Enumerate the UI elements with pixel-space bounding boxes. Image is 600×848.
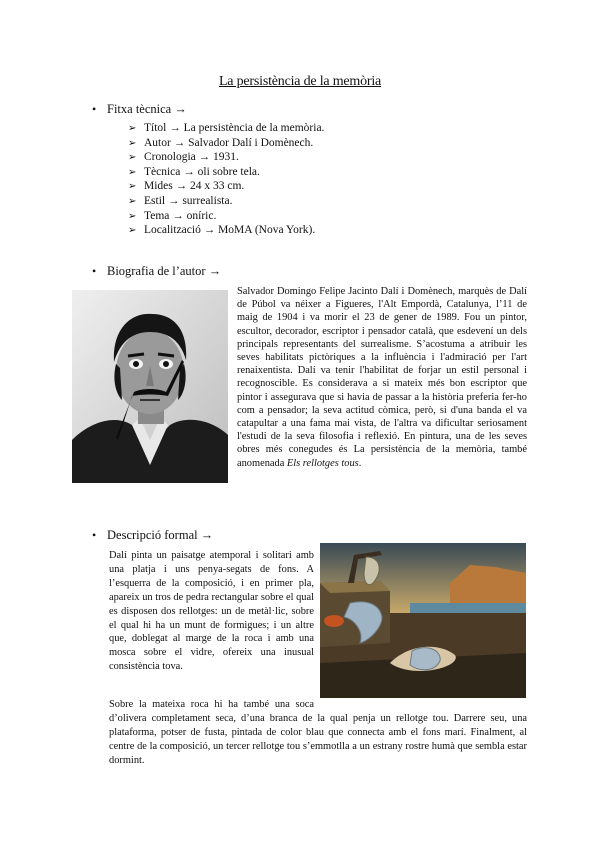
list-item <box>128 165 324 180</box>
arrow-bullet-icon: ➢ <box>128 195 137 207</box>
list-item <box>128 121 324 136</box>
list-item <box>128 194 324 209</box>
section-heading-fitxa <box>92 102 187 117</box>
arrow-bullet-icon: ➢ <box>128 166 137 178</box>
bullet-icon: • <box>92 528 97 542</box>
list-item-text: Tema → oníric. <box>144 209 217 222</box>
arrow-bullet-icon: ➢ <box>128 137 137 149</box>
description-rest: d’olivera completament seca, d’una branca de la qual penja un rellotge tou. Darrere seu, una plataforma, potser de fusta, pintada de color blau que connecta amb el fons marí. Finalment, al centre de la composició, un tercer rellotge tou s’emmotlla a un estrany rostre humà que sembla estar dormint. <box>109 713 527 766</box>
description-paragraph-2 <box>109 698 527 768</box>
document-title: La persistència de la memòria <box>218 74 382 89</box>
list-item <box>128 209 324 224</box>
biography-text: Salvador Domingo Felipe Jacinto Dalí i Domènech, marquès de Dalí de Púbol va néixer a Figueres, l'Alt Empordà, Catalunya, l’11 de maig de 1904 i va morir el 23 de gener de 1989. Fou un pintor, escultor, decorador, escriptor i pensador català, que esdevení un dels principals representants del surrealisme. S’acostuma a atribuir les seves habilitats pictòriques a la influència i l'admiració per l'art renaixentista. Dalí va tenir l'habilitat de forjar un estil personal i recognoscible. Es considerava a si mateix més bon escriptor que pintor i assegurava que si havia de passar a la història preferia fer-ho com a pensador; la seva actitud còmica, però, si d'una banda el va catapultar a una fama mai vista, de l'altra va dificultar seriosament l'estudi de la seva filosofia i reflexió. En pintura, una de les seves obres més conegudes és La persistència de la memòria, també anomenada <box>237 286 527 469</box>
heading-text: Descripció formal → <box>107 528 214 542</box>
arrow-bullet-icon: ➢ <box>128 181 137 193</box>
arrow-bullet-icon: ➢ <box>128 210 137 222</box>
heading-text: Fitxa tècnica → <box>107 102 187 116</box>
list-item <box>128 136 324 151</box>
list-item-text: Localització → MoMA (Nova York). <box>144 224 316 237</box>
tech-sheet-list <box>128 121 324 238</box>
dali-portrait-image <box>72 290 228 483</box>
persistence-of-memory-painting <box>320 543 526 698</box>
list-item-text: Tècnica → oli sobre tela. <box>144 165 260 178</box>
list-item-text: Mides → 24 x 33 cm. <box>144 180 245 193</box>
list-item <box>128 179 324 194</box>
list-item-text: Cronologia → 1931. <box>144 151 239 164</box>
list-item-text: Títol → La persistència de la memòria. <box>144 122 325 134</box>
biography-end: . <box>358 457 362 469</box>
biography-paragraph <box>237 285 527 470</box>
description-line-1: Sobre la mateixa roca hi ha també una soca <box>109 699 314 710</box>
section-heading-biografia <box>92 264 221 279</box>
list-item <box>128 223 324 238</box>
list-item <box>128 150 324 165</box>
arrow-bullet-icon: ➢ <box>128 123 137 134</box>
bullet-icon: • <box>92 102 97 116</box>
heading-text: Biografia de l’autor → <box>107 264 222 278</box>
arrow-bullet-icon: ➢ <box>128 225 137 237</box>
bullet-icon: • <box>92 264 97 278</box>
section-heading-descripcio <box>92 528 213 543</box>
list-item-text: Estil → surrealista. <box>144 194 233 207</box>
description-paragraph-1: Dalí pinta un paisatge atemporal i solitari amb una platja i uns penya-segats de fons. A l’esquerra de la composició, i en primer pla, apareix un tros de pedra rectangular sobre el qual es disposen dos rellotges: un de metàl·lic, sobre el qual hi ha un munt de formigues; i un altre que, doblegat al marge de la roca i amb una mosca sobre el vidre, ofereix una inusual consistència tova. <box>109 550 314 673</box>
arrow-bullet-icon: ➢ <box>128 152 137 164</box>
list-item-text: Autor → Salvador Dalí i Domènech. <box>144 136 314 149</box>
biography-italic-title: Els rellotges tous <box>286 457 359 469</box>
